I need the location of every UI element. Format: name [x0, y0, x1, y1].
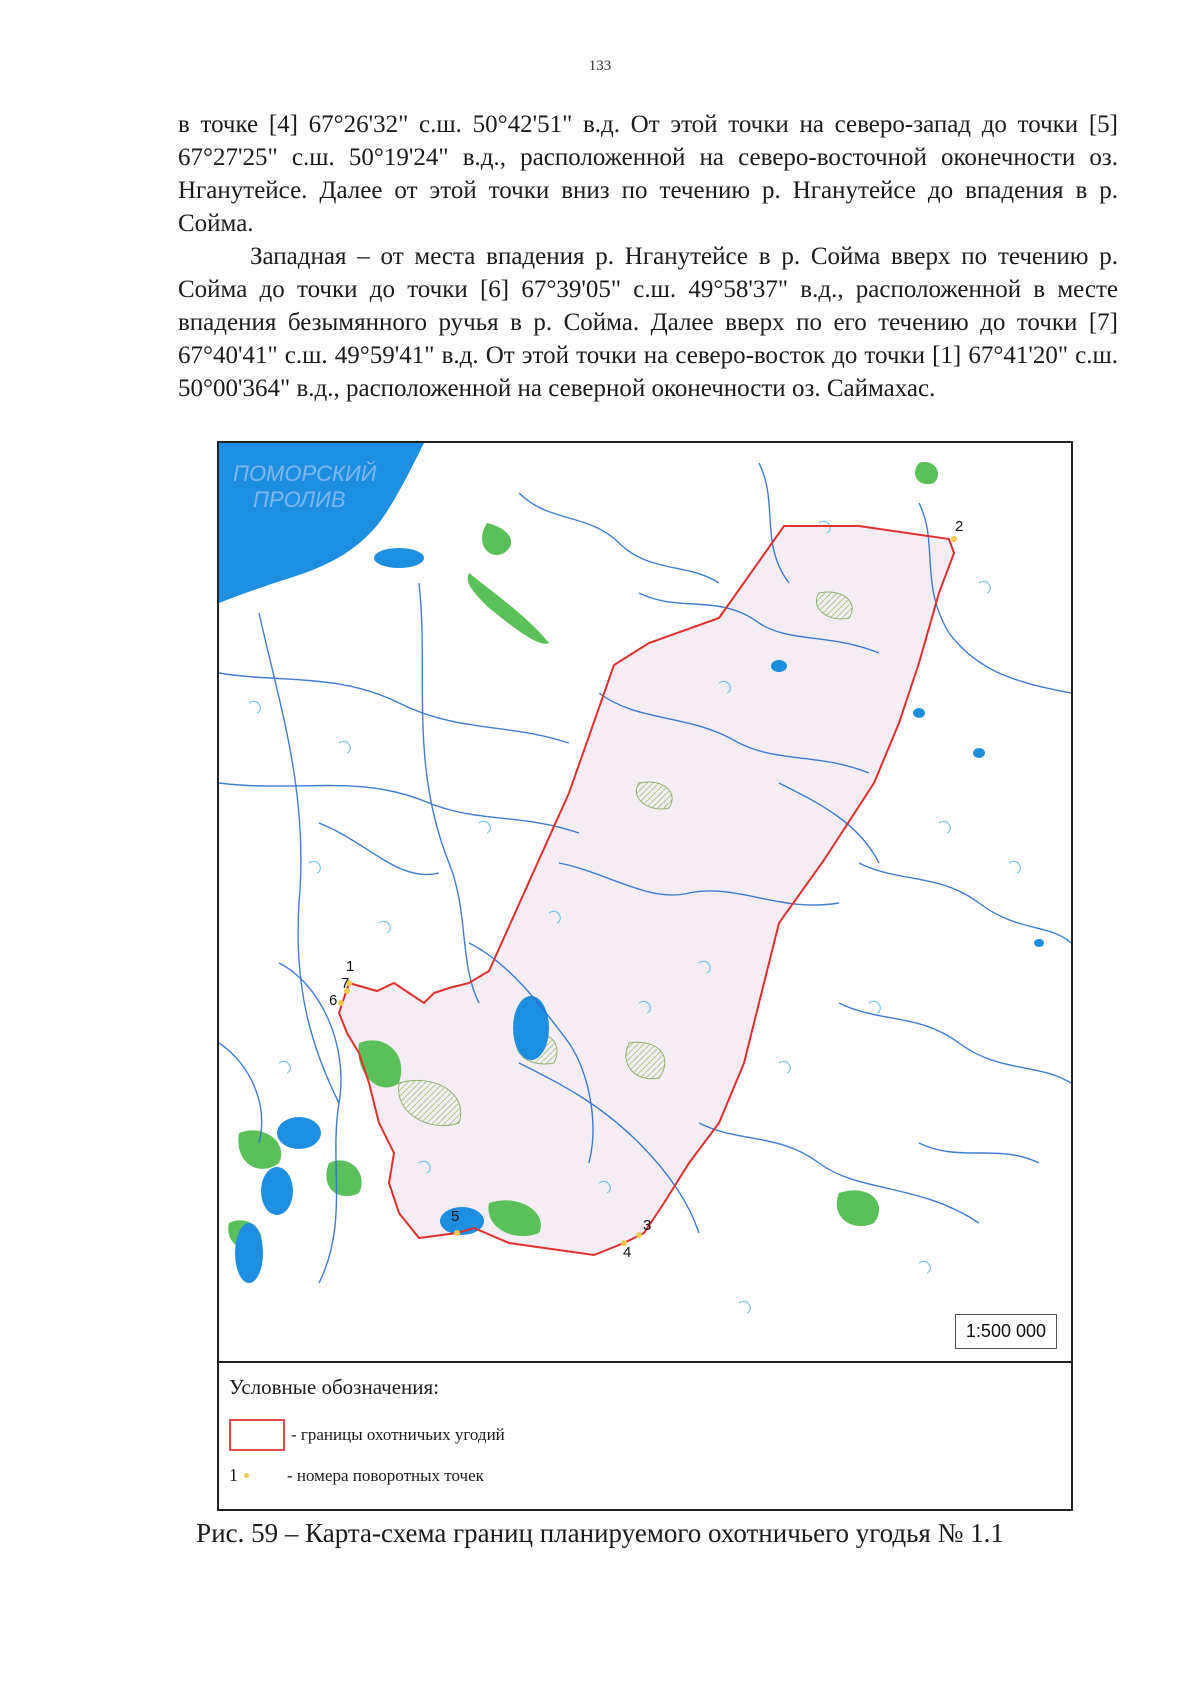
point-label-3: 3: [643, 1217, 652, 1234]
legend-point-number: 1: [229, 1465, 238, 1485]
map-legend: [219, 1361, 1071, 1509]
paragraph: в точке [4] 67°26'32" с.ш. 50°42'51" в.д. От этой точки на северо-запад до точки [5] 67°27'25" с.ш. 50°19'24" в.д., расположенной на северо-восточной оконечности оз. Нганутейсе. Далее от этой точки вниз по течению р. Нганутейсе до впадения в р. Сойма.: [178, 111, 1118, 237]
page-number: 133: [588, 58, 612, 74]
boundary-swatch: [229, 1419, 285, 1451]
map-scale: 1:500 000: [955, 1314, 1057, 1349]
point-label-4: 4: [623, 1244, 632, 1261]
point-label-1: 1: [346, 958, 355, 975]
sea-label-line1: ПОМОРСКИЙ: [233, 461, 377, 486]
map-area: [219, 443, 1071, 1363]
legend-points-label: - номера поворотных точек: [287, 1465, 484, 1485]
legend-row-boundary: [229, 1419, 505, 1451]
figure-caption: Рис. 59 – Карта-схема границ планируемого охотничьего угодья № 1.1: [196, 1518, 1004, 1548]
body-text: [178, 108, 1118, 405]
point-marker-icon: [244, 1473, 249, 1478]
map-figure: [217, 441, 1073, 1511]
paragraph: Западная – от места впадения р. Нганутейсе в р. Сойма вверх по течению р. Сойма до точки до точки [6] 67°39'05" с.ш. 49°58'37" в.д., расположенной в месте впадения безымянного ручья в р. Сойма. Далее вверх по его течению до точки [7] 67°40'41" с.ш. 49°59'41" в.д. От этой точки на северо-восток до точки [1] 67°41'20" с.ш. 50°00'364" в.д., расположенной на северной оконечности оз. Саймахас.: [178, 243, 1118, 402]
point-label-6: 6: [329, 992, 338, 1009]
legend-boundary-label: - границы охотничьих угодий: [291, 1425, 505, 1444]
point-label-7: 7: [341, 975, 350, 992]
point-label-2: 2: [955, 518, 964, 535]
sea-label-line2: ПРОЛИВ: [253, 487, 346, 512]
legend-point-sample: [229, 1465, 259, 1486]
legend-row-points: [229, 1465, 484, 1486]
legend-title: Условные обозначения:: [229, 1375, 440, 1399]
map-canvas: [219, 443, 1071, 1361]
point-label-5: 5: [451, 1208, 460, 1225]
